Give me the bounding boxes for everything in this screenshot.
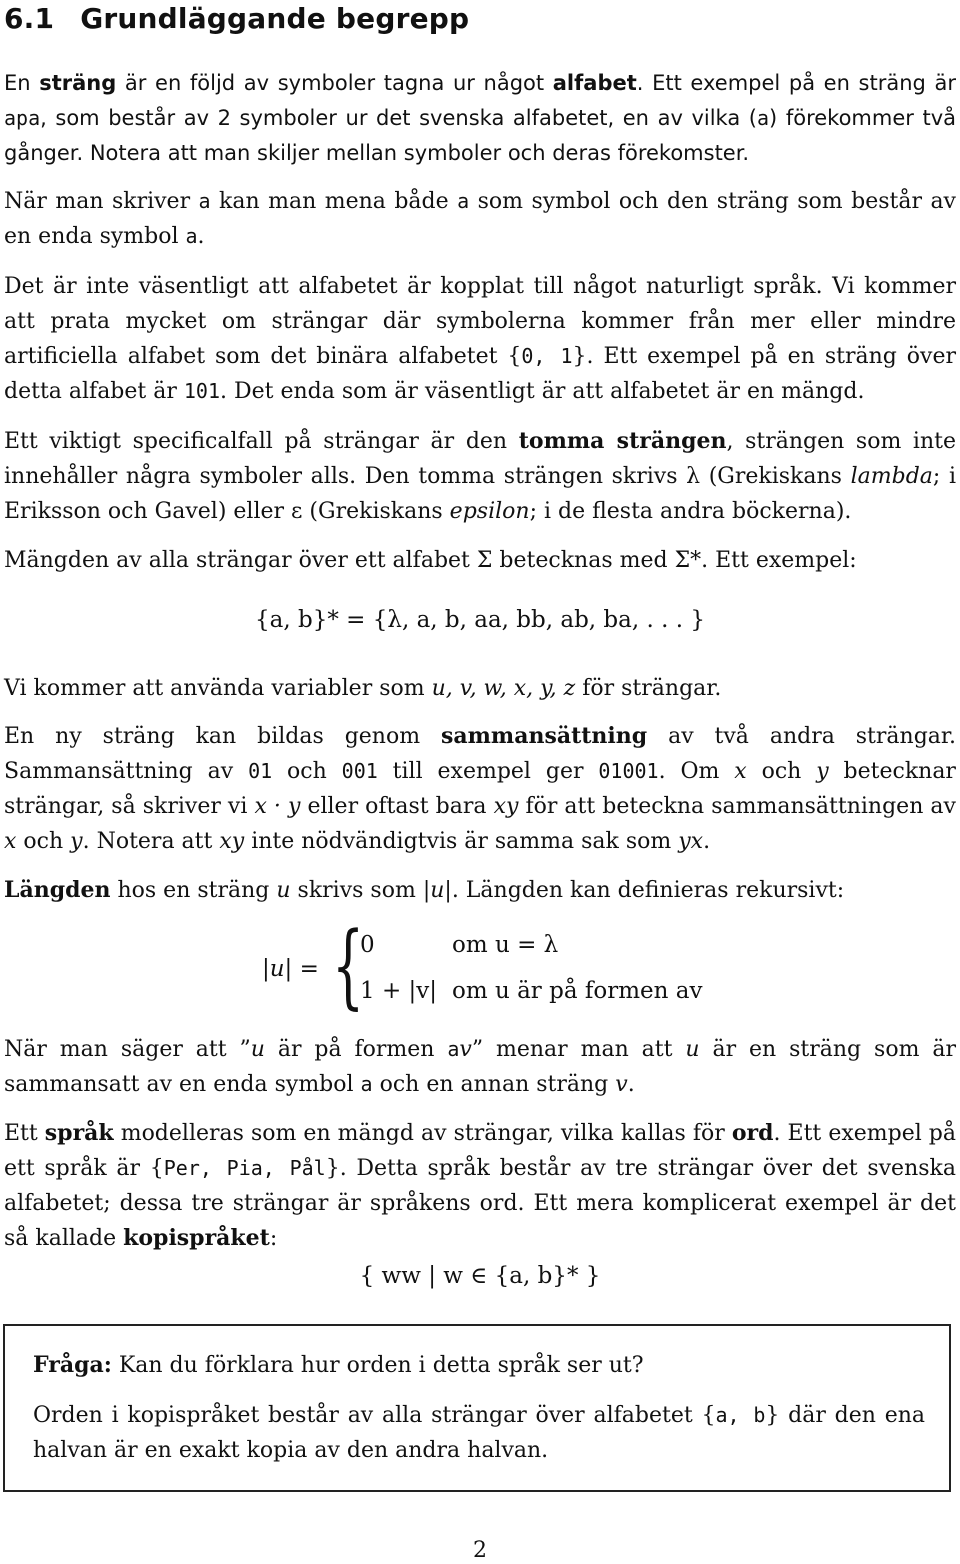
paragraph-variables: Vi kommer att använda variabler som u, v, w, x, y, z för strängar. [4,676,722,701]
term-alfabet: alfabet [552,71,637,95]
section-title: Grundläggande begrepp [80,2,470,35]
paragraph-empty-string: Ett viktigt specificalfall på strängar är den tomma strängen, strängen som inte innehåller några symboler alls. Den tomma strängen skrivs λ (Grekiskans lambda; i Eriksson och Gavel) eller ε (Grekiskans epsilon; i de flesta andra böckerna). [4,428,957,524]
paragraph-symbol-vs-string: När man skriver a kan man mena både a som symbol och den sträng som består av en enda symbol a. [4,189,956,249]
section-number: 6.1 [4,2,55,35]
equation-kleene-example: {a, b}* = {λ, a, b, aa, bb, ab, ba, . . . } [255,607,705,633]
paragraph-alphabet: Det är inte väsentligt att alfabetet är kopplat till något naturligt språk. Vi kommer att prata mycket om strängar där symbolerna kommer från mer eller mindre artificiella alfabet som det binära alfabetet {0, 1}. Ett exempel på en sträng över detta alfabet är 101. Det enda som är väsentligt är att alfabetet är en mängd. [4,274,956,404]
term-strang: sträng [39,71,117,95]
equation-length-definition [262,912,762,1022]
question-text: Kan du förklara hur orden i detta språk ser ut? [111,1353,644,1378]
paragraph-string-definition: En sträng är en följd av symboler tagna ur något alfabet. Ett exempel på en sträng är apa, som består av 2 symboler ur det svenska alfabetet, en av vilka (a) förekommer två gånger. Notera att man skiljer mellan symboler och deras förekomster. [4,71,956,165]
paragraph-form-av: När man säger att ”u är på formen av” menar man att u är en sträng som är sammansatt av en enda symbol a och en annan sträng v. [4,1037,956,1097]
term-sprak: språk [44,1120,114,1146]
term-kopispraket: kopispråket [123,1225,270,1251]
term-sammansattning: sammansättning [441,723,648,749]
section-heading [4,2,469,35]
term-langden: Längden [4,877,111,903]
paragraph-kleene-star: Mängden av alla strängar över ett alfabet Σ betecknas med Σ*. Ett exempel: [4,548,857,573]
page-number: 2 [473,1538,487,1563]
paragraph-concatenation: En ny sträng kan bildas genom sammansättning av två andra strängar. Sammansättning av 01 och 001 till exempel ger 01001. Om x och y betecknar strängar, så skriver vi x · y eller oftast bara xy för att beteckna sammansättningen av x och y. Notera att xy inte nödvändigtvis är samma sak som yx. [4,723,956,854]
answer: Orden i kopispråket består av alla strängar över alfabetet {a, b} där den ena halvan är en exakt kopia av den andra halvan. [33,1403,925,1463]
equation-copy-language: { ww | w ∈ {a, b}* } [359,1263,601,1289]
question-box [3,1324,951,1492]
case-2-value: 1 + |v| [360,978,438,1004]
paragraph-language: Ett språk modelleras som en mängd av strängar, vilka kallas för ord. Ett exempel på ett språk är {Per, Pia, Pål}. Detta språk består av tre strängar över det svenska alfabetet; dessa tre strängar är språkens ord. Ett mera komplicerat exempel är det så kallade kopispråket: [4,1120,957,1251]
equation-lhs: |u| = [262,956,319,982]
left-brace: { [332,912,365,1019]
case-1-value: 0 [360,932,375,958]
case-2-condition: om u är på formen av [452,978,703,1004]
term-tomma-strangen: tomma strängen [518,428,727,454]
question [33,1348,644,1383]
paragraph-length: Längden hos en sträng u skrivs som |u|. Längden kan definieras rekursivt: [4,877,845,903]
question-label: Fråga: [33,1352,112,1378]
case-1-condition: om u = λ [452,932,559,958]
term-ord: ord [731,1120,774,1146]
